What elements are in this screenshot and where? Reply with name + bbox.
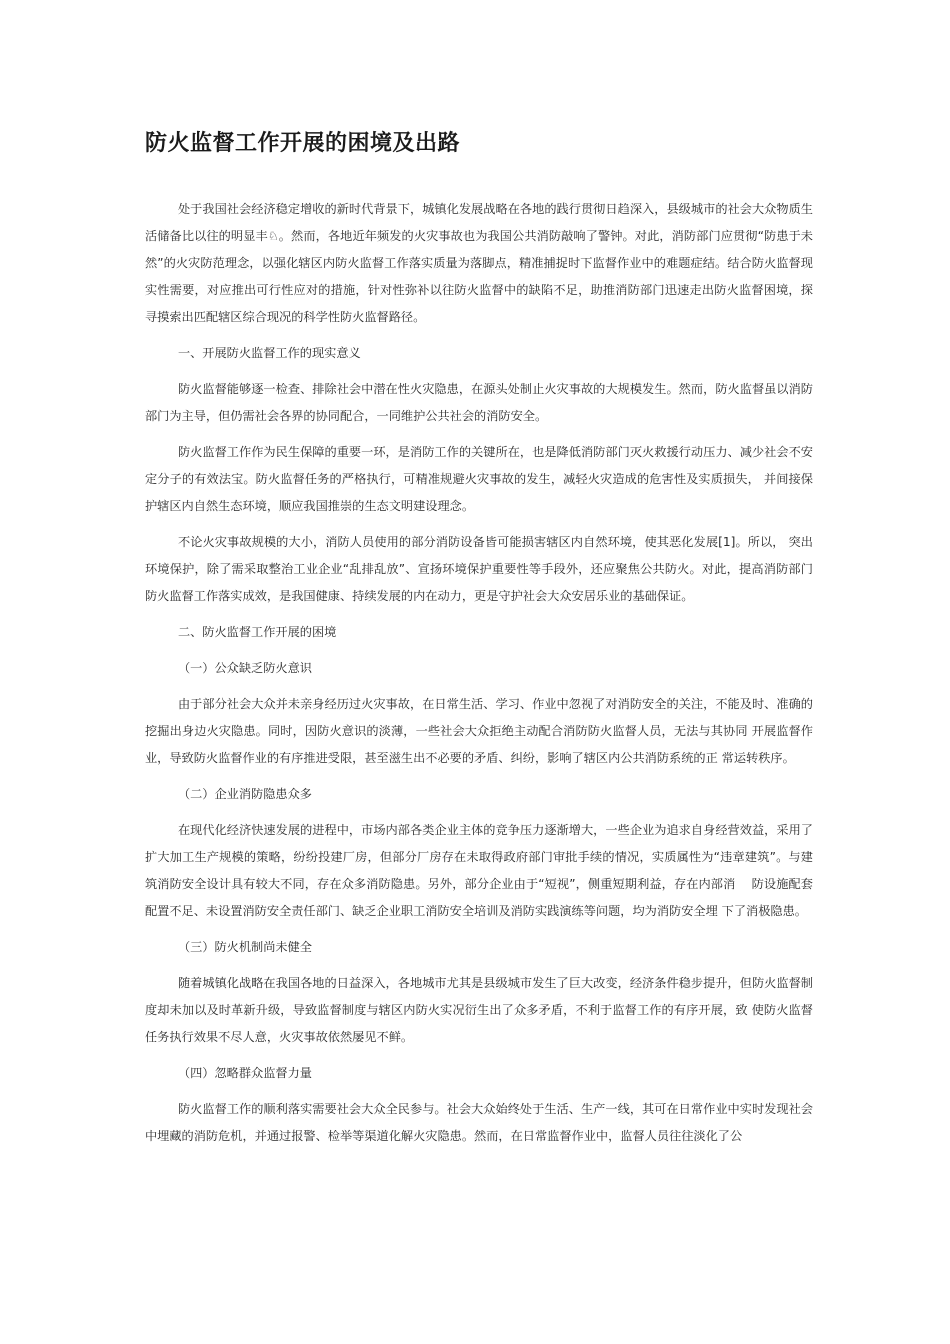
section-heading-1: 一、开展防火监督工作的现实意义: [177, 346, 361, 360]
intro-paragraph: 处于我国社会经济稳定增收的新时代背景下，城镇化发展战略在各地的践行贯彻日趋深入，县级城市的社会大众物质生活储备比以往的明显丰♘。然而，各地近年频发的火灾事故也为我国公共消防敲响了警钟。对此，消防部门应贯彻“防患于未然”的火灾防范理念，以强化辖区内防火监督工作落实质量为落脚点，精准捕捉时下监督作业中的难题症结。结合防火监督现实性需要，对应推出可行性应对的措施，针对性弥补以往防火监督中的缺陷不足，助推消防部门迅速走出防火监督困境，探寻摸索出匹配辖区综合现况的科学性防火监督路径。: [145, 202, 813, 324]
subsection-heading-1: （一）公众缺乏防火意识: [177, 661, 312, 675]
document-title: 防火监督工作开展的困境及出路: [145, 131, 461, 156]
paragraph: 不论火灾事故规模的大小，消防人员使用的部分消防设备皆可能损害辖区内自然环境，使其恶化发展[1]。所以， 突出环境保护，除了需采取整治工业企业“乱排乱放”、宣扬环境保护重要性等手段外，还应聚焦公共防火。对此，提高消防部门防火监督工作落实成效，是我国健康、持续发展的内在动力，更是守护社会大众安居乐业的基础保证。: [145, 535, 813, 603]
paragraph: 随着城镇化战略在我国各地的日益深入，各地城市尤其是县级城市发生了巨大改变，经济条件稳步提升，但防火监督制度却未加以及时革新升级，导致监督制度与辖区内防火实况衍生出了众多矛盾，不利于监督工作的有序开展，致 使防火监督任务执行效果不尽人意，火灾事故依然屡见不鲜。: [145, 976, 813, 1044]
paragraph: 防火监督工作作为民生保障的重要一环，是消防工作的关键所在，也是降低消防部门灭火救援行动压力、减少社会不安定分子的有效法宝。防火监督任务的严格执行，可精准规避火灾事故的发生，减轻火灾造成的危害性及实质损失， 并间接保护辖区内自然生态环境，顺应我国推崇的生态文明建设理念。: [145, 445, 813, 513]
subsection-heading-3: （三）防火机制尚未健全: [177, 940, 312, 954]
subsection-heading-4: （四）忽略群众监督力量: [177, 1066, 312, 1080]
paragraph: 防火监督工作的顺利落实需要社会大众全民参与。社会大众始终处于生活、生产一线，其可在日常作业中实时发现社会中埋藏的消防危机，并通过报警、检举等渠道化解火灾隐患。然而，在日常监督作业中，监督人员往往淡化了公: [145, 1102, 813, 1143]
paragraph: 在现代化经济快速发展的进程中，市场内部各类企业主体的竞争压力逐渐增大，一些企业为追求自身经营效益，采用了扩大加工生产规模的策略，纷纷投建厂房，但部分厂房存在未取得政府部门审批手续的情况，实质属性为“违章建筑”。与建筑消防安全设计具有较大不同，存在众多消防隐患。另外，部分企业由于“短视”，侧重短期利益，存在内部消 防设施配套配置不足、未设置消防安全责任部门、缺乏企业职工消防安全培训及消防实践演练等问题，均为消防安全埋 下了消极隐患。: [145, 823, 813, 918]
paragraph: 由于部分社会大众并未亲身经历过火灾事故，在日常生活、学习、作业中忽视了对消防安全的关注，不能及时、准确的挖掘出身边火灾隐患。同时，因防火意识的淡薄，一些社会大众拒绝主动配合消防防火监督人员，无法与其协同 开展监督作业，导致防火监督作业的有序推进受限，甚至滋生出不必要的矛盾、纠纷，影响了辖区内公共消防系统的正 常运转秩序。: [145, 697, 813, 765]
paragraph: 防火监督能够逐一检查、排除社会中潜在性火灾隐患，在源头处制止火灾事故的大规模发生。然而，防火监督虽以消防部门为主导，但仍需社会各界的协同配合，一同维护公共社会的消防安全。: [145, 382, 813, 423]
subsection-heading-2: （二）企业消防隐患众多: [177, 787, 312, 801]
document-body: [145, 196, 813, 1159]
section-heading-2: 二、防火监督工作开展的困境: [177, 625, 337, 639]
